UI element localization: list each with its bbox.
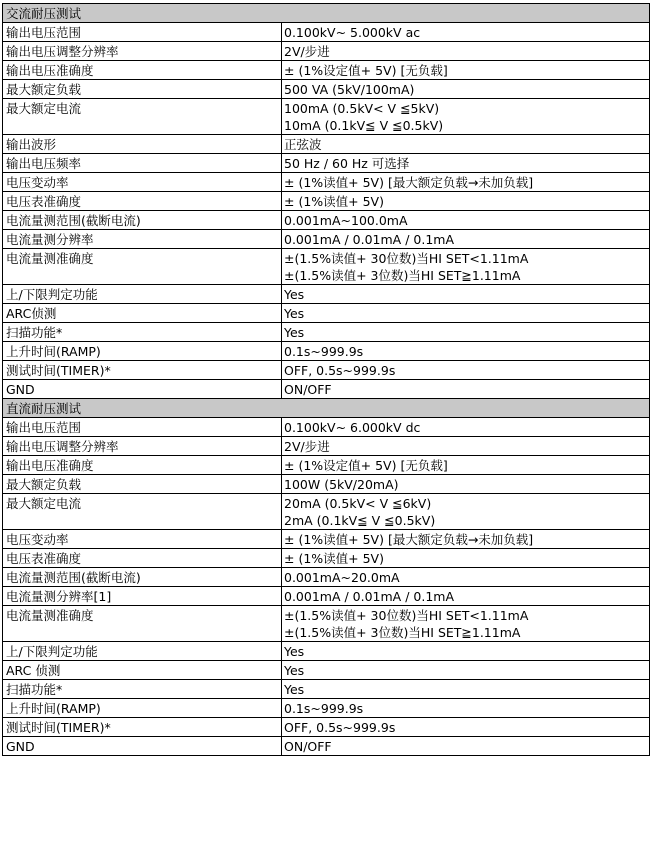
spec-value: [282, 192, 650, 211]
spec-value: [282, 494, 650, 530]
spec-value: [282, 699, 650, 718]
table-row: [3, 211, 650, 230]
table-row: [3, 661, 650, 680]
spec-value-line: 0.001mA~20.0mA: [284, 570, 400, 585]
spec-label: 电流量测分辨率: [3, 230, 282, 249]
spec-value: [282, 285, 650, 304]
spec-label: 输出电压范围: [3, 418, 282, 437]
spec-label: 电压变动率: [3, 173, 282, 192]
spec-value: [282, 642, 650, 661]
spec-value-line: ±(1.5%读值+ 30位数)当HI SET<1.11mA: [284, 251, 529, 266]
table-row: [3, 456, 650, 475]
table-row: [3, 80, 650, 99]
table-row: [3, 192, 650, 211]
spec-value: [282, 342, 650, 361]
table-row: [3, 342, 650, 361]
spec-label: 上升时间(RAMP): [3, 342, 282, 361]
spec-value-line: 0.001mA / 0.01mA / 0.1mA: [284, 589, 454, 604]
spec-value-line: OFF, 0.5s~999.9s: [284, 363, 396, 378]
spec-label: 电流量测范围(截断电流): [3, 211, 282, 230]
spec-value: [282, 549, 650, 568]
spec-value: [282, 456, 650, 475]
spec-value: [282, 23, 650, 42]
spec-value-line: OFF, 0.5s~999.9s: [284, 720, 396, 735]
spec-label: 电压变动率: [3, 530, 282, 549]
table-row: [3, 361, 650, 380]
table-row: [3, 606, 650, 642]
spec-label: 测试时间(TIMER)*: [3, 361, 282, 380]
spec-label: 电压表准确度: [3, 549, 282, 568]
spec-label: 输出电压调整分辨率: [3, 437, 282, 456]
spec-value-line: Yes: [284, 287, 305, 302]
spec-value-line: Yes: [284, 663, 305, 678]
spec-value-line: 50 Hz / 60 Hz 可选择: [284, 156, 410, 171]
section-header: [3, 399, 650, 418]
spec-value-line: 10mA (0.1kV≦ V ≦0.5kV): [284, 118, 444, 133]
spec-value-line: ±(1.5%读值+ 3位数)当HI SET≧1.11mA: [284, 625, 521, 640]
table-row: [3, 642, 650, 661]
spec-value-line: 2mA (0.1kV≦ V ≦0.5kV): [284, 513, 436, 528]
table-row: [3, 549, 650, 568]
table-row: [3, 680, 650, 699]
spec-value: [282, 587, 650, 606]
spec-label: 电流量测准确度: [3, 606, 282, 642]
table-row: [3, 718, 650, 737]
spec-label: 最大额定电流: [3, 494, 282, 530]
spec-value-line: ± (1%设定值+ 5V) [无负载]: [284, 458, 448, 473]
spec-label: 上/下限判定功能: [3, 642, 282, 661]
spec-value-line: ± (1%读值+ 5V) [最大额定负载→未加负载]: [284, 175, 534, 190]
spec-label: 输出电压准确度: [3, 61, 282, 80]
spec-value: [282, 230, 650, 249]
spec-table: [2, 3, 650, 756]
spec-value-line: Yes: [284, 306, 305, 321]
spec-label: 最大额定负载: [3, 80, 282, 99]
spec-label: 测试时间(TIMER)*: [3, 718, 282, 737]
spec-value-line: Yes: [284, 644, 305, 659]
spec-label: 电流量测范围(截断电流): [3, 568, 282, 587]
table-row: [3, 530, 650, 549]
spec-value-line: Yes: [284, 682, 305, 697]
spec-value-line: 2V/步进: [284, 439, 330, 454]
spec-table-body: [3, 4, 650, 756]
spec-value-line: ± (1%读值+ 5V): [284, 194, 384, 209]
table-row: [3, 23, 650, 42]
spec-label: 输出电压频率: [3, 154, 282, 173]
section-title: 交流耐压测试: [3, 4, 650, 23]
spec-value: [282, 249, 650, 285]
spec-value: [282, 304, 650, 323]
spec-value: [282, 475, 650, 494]
table-row: [3, 494, 650, 530]
table-row: [3, 230, 650, 249]
spec-value: [282, 661, 650, 680]
spec-label: ARC侦测: [3, 304, 282, 323]
spec-label: 输出电压范围: [3, 23, 282, 42]
spec-label: GND: [3, 380, 282, 399]
table-row: [3, 135, 650, 154]
spec-label: 最大额定负载: [3, 475, 282, 494]
table-row: [3, 737, 650, 756]
table-row: [3, 475, 650, 494]
section-header: [3, 4, 650, 23]
table-row: [3, 154, 650, 173]
spec-value: [282, 154, 650, 173]
spec-value-line: 20mA (0.5kV< V ≦6kV): [284, 496, 432, 511]
spec-label: 上/下限判定功能: [3, 285, 282, 304]
spec-value: [282, 173, 650, 192]
table-row: [3, 418, 650, 437]
spec-label: 电压表准确度: [3, 192, 282, 211]
spec-value: [282, 135, 650, 154]
spec-value: [282, 606, 650, 642]
spec-value: [282, 380, 650, 399]
spec-value-line: 0.100kV~ 6.000kV dc: [284, 420, 421, 435]
table-row: [3, 304, 650, 323]
spec-value: [282, 323, 650, 342]
table-row: [3, 173, 650, 192]
spec-value: [282, 42, 650, 61]
spec-value-line: 正弦波: [284, 137, 322, 152]
spec-label: 电流量测准确度: [3, 249, 282, 285]
spec-value-line: ON/OFF: [284, 739, 332, 754]
table-row: [3, 699, 650, 718]
spec-value: [282, 361, 650, 380]
spec-value-line: ± (1%读值+ 5V) [最大额定负载→未加负载]: [284, 532, 534, 547]
spec-value-line: Yes: [284, 325, 305, 340]
spec-value: [282, 718, 650, 737]
spec-value-line: 100W (5kV/20mA): [284, 477, 399, 492]
table-row: [3, 568, 650, 587]
spec-value: [282, 437, 650, 456]
spec-value: [282, 737, 650, 756]
spec-label: 输出波形: [3, 135, 282, 154]
table-row: [3, 285, 650, 304]
spec-label: 上升时间(RAMP): [3, 699, 282, 718]
spec-value: [282, 61, 650, 80]
table-row: [3, 42, 650, 61]
spec-value-line: 100mA (0.5kV< V ≦5kV): [284, 101, 440, 116]
table-row: [3, 99, 650, 135]
spec-label: 输出电压调整分辨率: [3, 42, 282, 61]
spec-label: 电流量测分辨率[1]: [3, 587, 282, 606]
spec-label: 最大额定电流: [3, 99, 282, 135]
spec-label: GND: [3, 737, 282, 756]
spec-value-line: 2V/步进: [284, 44, 330, 59]
spec-value-line: 0.100kV~ 5.000kV ac: [284, 25, 421, 40]
spec-value-line: 0.001mA~100.0mA: [284, 213, 408, 228]
table-row: [3, 437, 650, 456]
table-row: [3, 61, 650, 80]
spec-value: [282, 680, 650, 699]
spec-label: 扫描功能*: [3, 323, 282, 342]
spec-value: [282, 80, 650, 99]
table-row: [3, 587, 650, 606]
table-row: [3, 380, 650, 399]
spec-value-line: ± (1%设定值+ 5V) [无负载]: [284, 63, 448, 78]
spec-value-line: ±(1.5%读值+ 30位数)当HI SET<1.11mA: [284, 608, 529, 623]
spec-value: [282, 99, 650, 135]
spec-label: 扫描功能*: [3, 680, 282, 699]
spec-value: [282, 568, 650, 587]
spec-value: [282, 418, 650, 437]
spec-value-line: 0.1s~999.9s: [284, 701, 364, 716]
table-row: [3, 249, 650, 285]
table-row: [3, 323, 650, 342]
spec-value-line: 500 VA (5kV/100mA): [284, 82, 415, 97]
spec-value: [282, 211, 650, 230]
spec-value: [282, 530, 650, 549]
section-title: 直流耐压测试: [3, 399, 650, 418]
spec-value-line: ±(1.5%读值+ 3位数)当HI SET≧1.11mA: [284, 268, 521, 283]
spec-value-line: 0.001mA / 0.01mA / 0.1mA: [284, 232, 454, 247]
spec-value-line: 0.1s~999.9s: [284, 344, 364, 359]
spec-label: 输出电压准确度: [3, 456, 282, 475]
spec-value-line: ± (1%读值+ 5V): [284, 551, 384, 566]
spec-label: ARC 侦测: [3, 661, 282, 680]
spec-value-line: ON/OFF: [284, 382, 332, 397]
